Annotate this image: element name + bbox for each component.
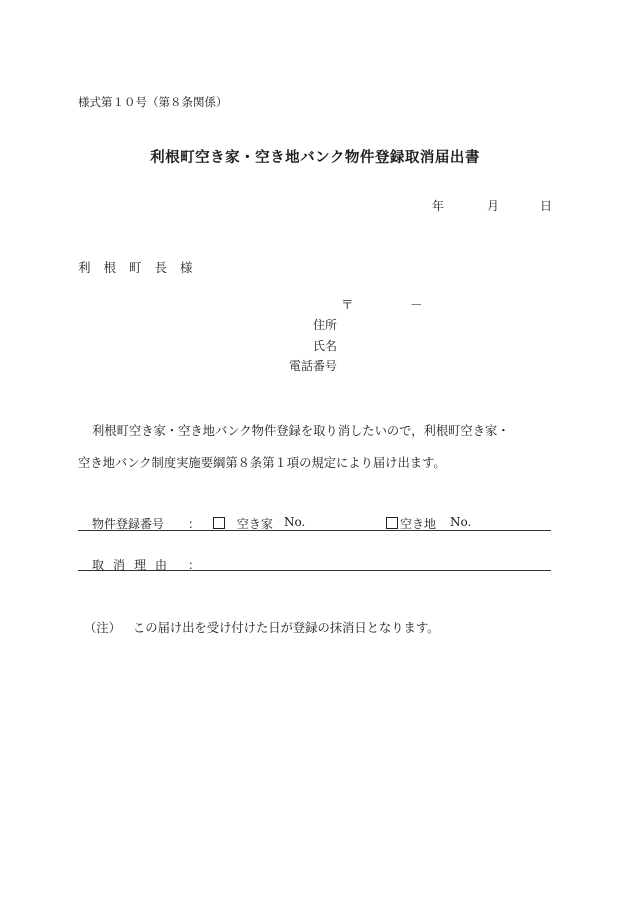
vacant-land-checkbox[interactable] [386, 517, 398, 529]
vacant-house-number-label: No. [284, 515, 306, 529]
name-label: 氏名 [312, 339, 337, 353]
postal-dash: － [410, 297, 423, 312]
vacant-land-label: 空き地 [400, 517, 437, 531]
vacant-house-label: 空き家 [236, 517, 273, 531]
body-text-line-1: 利根町空き家・空き地バンク物件登録を取り消したいので，利根町空き家・ [92, 424, 510, 438]
cancellation-colon: ： [188, 558, 201, 572]
document-title: 利根町空き家・空き地バンク物件登録取消届出書 [150, 149, 480, 166]
form-number: 様式第１０号（第８条関係） [78, 95, 228, 109]
note-mark: （注） [84, 621, 121, 635]
body-text-line-2: 空き地バンク制度実施要綱第８条第１項の規定により届け出ます。 [78, 456, 446, 470]
vacant-land-number-label: No. [450, 515, 472, 529]
address-label: 住所 [312, 318, 337, 332]
date-day-label: 日 [540, 199, 553, 213]
registration-colon: ： [188, 517, 201, 531]
vacant-house-number-field[interactable] [306, 512, 382, 530]
vacant-house-checkbox[interactable] [213, 517, 225, 529]
registration-underline [78, 530, 551, 531]
cancellation-underline [78, 570, 551, 571]
cancellation-reason-field[interactable] [200, 552, 550, 570]
addressee: 利根町長様 [78, 260, 206, 275]
note-text: この届け出を受け付けた日が登録の抹消日となります。 [133, 621, 440, 635]
date-month-label: 月 [487, 199, 500, 213]
registration-number-label: 物件登録番号 [92, 517, 165, 531]
postal-mark: 〒 [341, 297, 354, 312]
date-year-label: 年 [432, 199, 445, 213]
vacant-land-number-field[interactable] [472, 512, 550, 530]
phone-label: 電話番号 [288, 359, 337, 373]
cancellation-reason-label: 取消理由 [92, 558, 177, 572]
